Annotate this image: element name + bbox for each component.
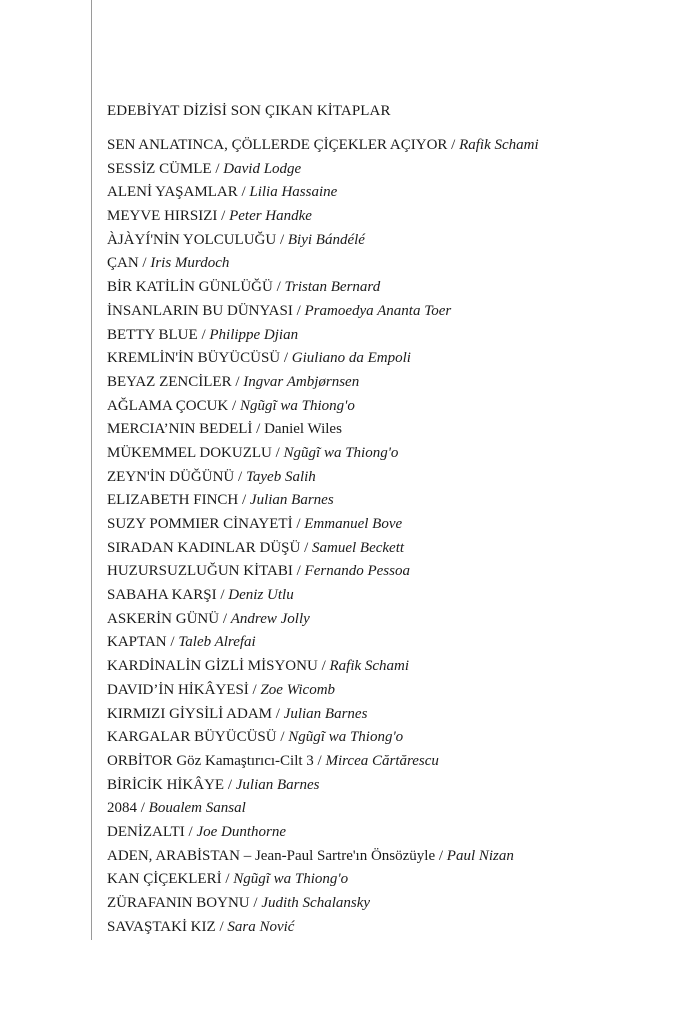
title-author-separator: / bbox=[280, 350, 292, 367]
book-title: SAVAŞTAKİ KIZ bbox=[107, 918, 216, 935]
book-author: Emmanuel Bove bbox=[304, 516, 403, 532]
book-list-item bbox=[107, 466, 677, 490]
title-author-separator: / bbox=[292, 563, 305, 580]
book-list-item bbox=[107, 418, 677, 442]
book-author: Julian Barnes bbox=[283, 705, 368, 722]
book-author: Julian Barnes bbox=[235, 776, 320, 793]
title-author-separator: / bbox=[276, 729, 289, 746]
book-author: Sara Nović bbox=[227, 918, 295, 935]
book-author: Ingvar Ambjørnsen bbox=[243, 373, 360, 390]
book-list-item bbox=[107, 655, 677, 679]
book-title: KAN ÇİÇEKLERİ bbox=[107, 871, 222, 888]
book-title: ASKERİN GÜNÜ bbox=[107, 610, 220, 627]
book-title: ALENİ YAŞAMLAR bbox=[107, 184, 238, 201]
book-author: Fernando Pessoa bbox=[304, 563, 410, 580]
book-author: Philippe Djian bbox=[209, 326, 299, 343]
book-author: Pramoedya Ananta Toer bbox=[304, 302, 452, 319]
title-author-separator: / bbox=[138, 255, 151, 272]
book-list-item bbox=[107, 774, 677, 798]
page-title: EDEBİYAT DİZİSİ SON ÇIKAN KİTAPLAR bbox=[107, 103, 391, 119]
book-list-item bbox=[107, 252, 677, 276]
title-author-separator: / bbox=[211, 160, 224, 177]
book-list-item bbox=[107, 631, 677, 655]
title-author-separator: / bbox=[215, 918, 228, 935]
book-title: ZÜRAFANIN BOYNU bbox=[107, 895, 250, 911]
book-list-item bbox=[107, 442, 677, 466]
book-list-item bbox=[107, 181, 677, 205]
book-list-item bbox=[107, 868, 677, 892]
book-list-item bbox=[107, 892, 677, 916]
book-title: KAPTAN bbox=[107, 634, 167, 651]
book-list-item bbox=[107, 489, 677, 513]
book-author: Lilia Hassaine bbox=[249, 184, 338, 201]
title-author-separator: / bbox=[272, 705, 284, 722]
book-title: KARDİNALİN GİZLİ MİSYONU bbox=[107, 658, 318, 675]
book-author: Ngũgĩ wa Thiong'o bbox=[283, 444, 399, 461]
book-list-item bbox=[107, 158, 677, 182]
book-title: MÜKEMMEL DOKUZLU bbox=[107, 444, 272, 461]
title-author-separator: / bbox=[276, 231, 288, 248]
book-author: Samuel Beckett bbox=[312, 539, 405, 556]
book-list-item bbox=[107, 537, 677, 561]
title-author-separator: / bbox=[237, 184, 250, 201]
book-list-item bbox=[107, 134, 677, 158]
book-title: BİR KATİLİN GÜNLÜĞÜ bbox=[107, 279, 273, 296]
title-author-separator: / bbox=[317, 658, 330, 675]
book-title: KREMLİN'İN BÜYÜCÜSÜ bbox=[107, 350, 281, 367]
book-author: Biyi Bándélé bbox=[287, 231, 365, 248]
book-author: Tayeb Salih bbox=[245, 468, 316, 485]
book-author: Zoe Wicomb bbox=[260, 681, 336, 698]
book-list-item bbox=[107, 324, 677, 348]
book-author: Iris Murdoch bbox=[150, 255, 230, 272]
title-author-separator: / bbox=[272, 279, 285, 296]
book-list-item bbox=[107, 845, 677, 869]
book-list-item bbox=[107, 916, 677, 940]
book-author: Rafik Schami bbox=[329, 658, 410, 675]
book-title: ÇAN bbox=[107, 255, 139, 272]
book-title: HUZURSUZLUĞUN KİTABI bbox=[107, 563, 293, 580]
title-author-separator: / bbox=[221, 871, 234, 888]
book-author: Peter Handke bbox=[229, 208, 312, 225]
book-title: ADEN, ARABİSTAN – Jean-Paul Sartre'ın Önsözüyle bbox=[107, 847, 436, 864]
book-title: MEYVE HIRSIZI bbox=[107, 208, 218, 225]
book-title: DAVID’İN HİKÂYESİ bbox=[107, 681, 249, 698]
book-title: SABAHA KARŞI bbox=[107, 587, 217, 604]
book-title: MERCIA’NIN BEDELİ bbox=[107, 421, 253, 438]
book-author: Judith Schalansky bbox=[261, 895, 371, 911]
title-author-separator: / bbox=[231, 373, 244, 390]
book-list-item bbox=[107, 513, 677, 537]
book-author: Ngũgĩ wa Thiong'o bbox=[233, 871, 349, 888]
book-author: Taleb Alrefai bbox=[178, 634, 256, 651]
title-author-separator: / bbox=[197, 326, 210, 343]
title-author-separator: / bbox=[184, 823, 197, 840]
book-title: SESSİZ CÜMLE bbox=[107, 160, 212, 177]
book-title: KARGALAR BÜYÜCÜSÜ bbox=[107, 729, 277, 746]
book-author: Andrew Jolly bbox=[230, 610, 310, 627]
book-author: Ngũgĩ wa Thiong'o bbox=[288, 729, 404, 746]
book-list-item bbox=[107, 750, 677, 774]
book-list-item bbox=[107, 584, 677, 608]
book-list bbox=[107, 134, 677, 939]
book-title: AĞLAMA ÇOCUK bbox=[107, 397, 229, 414]
title-author-separator: / bbox=[292, 516, 305, 532]
margin-rule bbox=[91, 0, 92, 940]
book-list-item bbox=[107, 560, 677, 584]
title-author-separator: / bbox=[435, 847, 447, 864]
title-author-separator: / bbox=[216, 587, 229, 604]
book-author: Deniz Utlu bbox=[228, 587, 294, 604]
book-list-item bbox=[107, 726, 677, 750]
title-author-separator: / bbox=[238, 492, 250, 509]
title-author-separator: / bbox=[271, 444, 284, 461]
book-title: SIRADAN KADINLAR DÜŞÜ bbox=[107, 539, 301, 556]
book-title: BETTY BLUE bbox=[107, 326, 198, 343]
title-author-separator: / bbox=[300, 539, 313, 556]
book-list-item bbox=[107, 395, 677, 419]
book-title: BEYAZ ZENCİLER bbox=[107, 373, 232, 390]
book-author: Giuliano da Empoli bbox=[291, 350, 411, 367]
title-author-separator: / bbox=[228, 397, 240, 414]
title-author-separator: / bbox=[219, 610, 231, 627]
title-author-separator: / bbox=[248, 681, 261, 698]
book-title: BİRİCİK HİKÂYE bbox=[107, 776, 225, 793]
book-author: Daniel Wiles bbox=[264, 421, 342, 438]
title-author-separator: / bbox=[137, 800, 149, 817]
book-title: ORBİTOR Göz Kamaştırıcı-Cilt 3 bbox=[107, 752, 314, 769]
title-author-separator: / bbox=[166, 634, 179, 651]
book-author: Joe Dunthorne bbox=[196, 823, 286, 840]
title-author-separator: / bbox=[447, 137, 460, 153]
book-list-item bbox=[107, 797, 677, 821]
book-title: 2084 bbox=[107, 800, 137, 817]
book-list-item bbox=[107, 608, 677, 632]
book-title: DENİZALTI bbox=[107, 823, 185, 840]
book-title: İNSANLARIN BU DÜNYASI bbox=[107, 302, 293, 319]
book-title: ÀJÀYÍ'NİN YOLCULUĞU bbox=[107, 231, 277, 248]
book-list-page bbox=[107, 100, 677, 939]
book-title: ZEYN'İN DÜĞÜNÜ bbox=[107, 468, 235, 485]
book-author: Rafik Schami bbox=[459, 137, 539, 153]
book-list-item bbox=[107, 205, 677, 229]
book-list-item bbox=[107, 679, 677, 703]
book-title: ELIZABETH FINCH bbox=[107, 492, 239, 509]
title-author-separator: / bbox=[313, 752, 326, 769]
book-author: David Lodge bbox=[223, 160, 302, 177]
book-list-item bbox=[107, 703, 677, 727]
title-author-separator: / bbox=[252, 421, 265, 438]
book-author: Ngũgĩ wa Thiong'o bbox=[239, 397, 355, 414]
book-list-item bbox=[107, 371, 677, 395]
book-author: Paul Nizan bbox=[446, 847, 514, 864]
book-author: Boualem Sansal bbox=[148, 800, 246, 817]
book-list-item bbox=[107, 276, 677, 300]
book-title: KIRMIZI GİYSİLİ ADAM bbox=[107, 705, 272, 722]
title-author-separator: / bbox=[217, 208, 230, 225]
title-author-separator: / bbox=[292, 302, 305, 319]
book-author: Tristan Bernard bbox=[284, 279, 381, 296]
book-list-item bbox=[107, 821, 677, 845]
book-list-item bbox=[107, 229, 677, 253]
book-title: SUZY POMMIER CİNAYETİ bbox=[107, 516, 293, 532]
title-author-separator: / bbox=[249, 895, 262, 911]
title-author-separator: / bbox=[224, 776, 236, 793]
book-author: Mircea Cărtărescu bbox=[325, 752, 439, 769]
book-list-item bbox=[107, 347, 677, 371]
book-list-item bbox=[107, 300, 677, 324]
title-author-separator: / bbox=[234, 468, 246, 485]
book-author: Julian Barnes bbox=[249, 492, 334, 509]
book-title: SEN ANLATINCA, ÇÖLLERDE ÇİÇEKLER AÇIYOR bbox=[107, 137, 448, 153]
